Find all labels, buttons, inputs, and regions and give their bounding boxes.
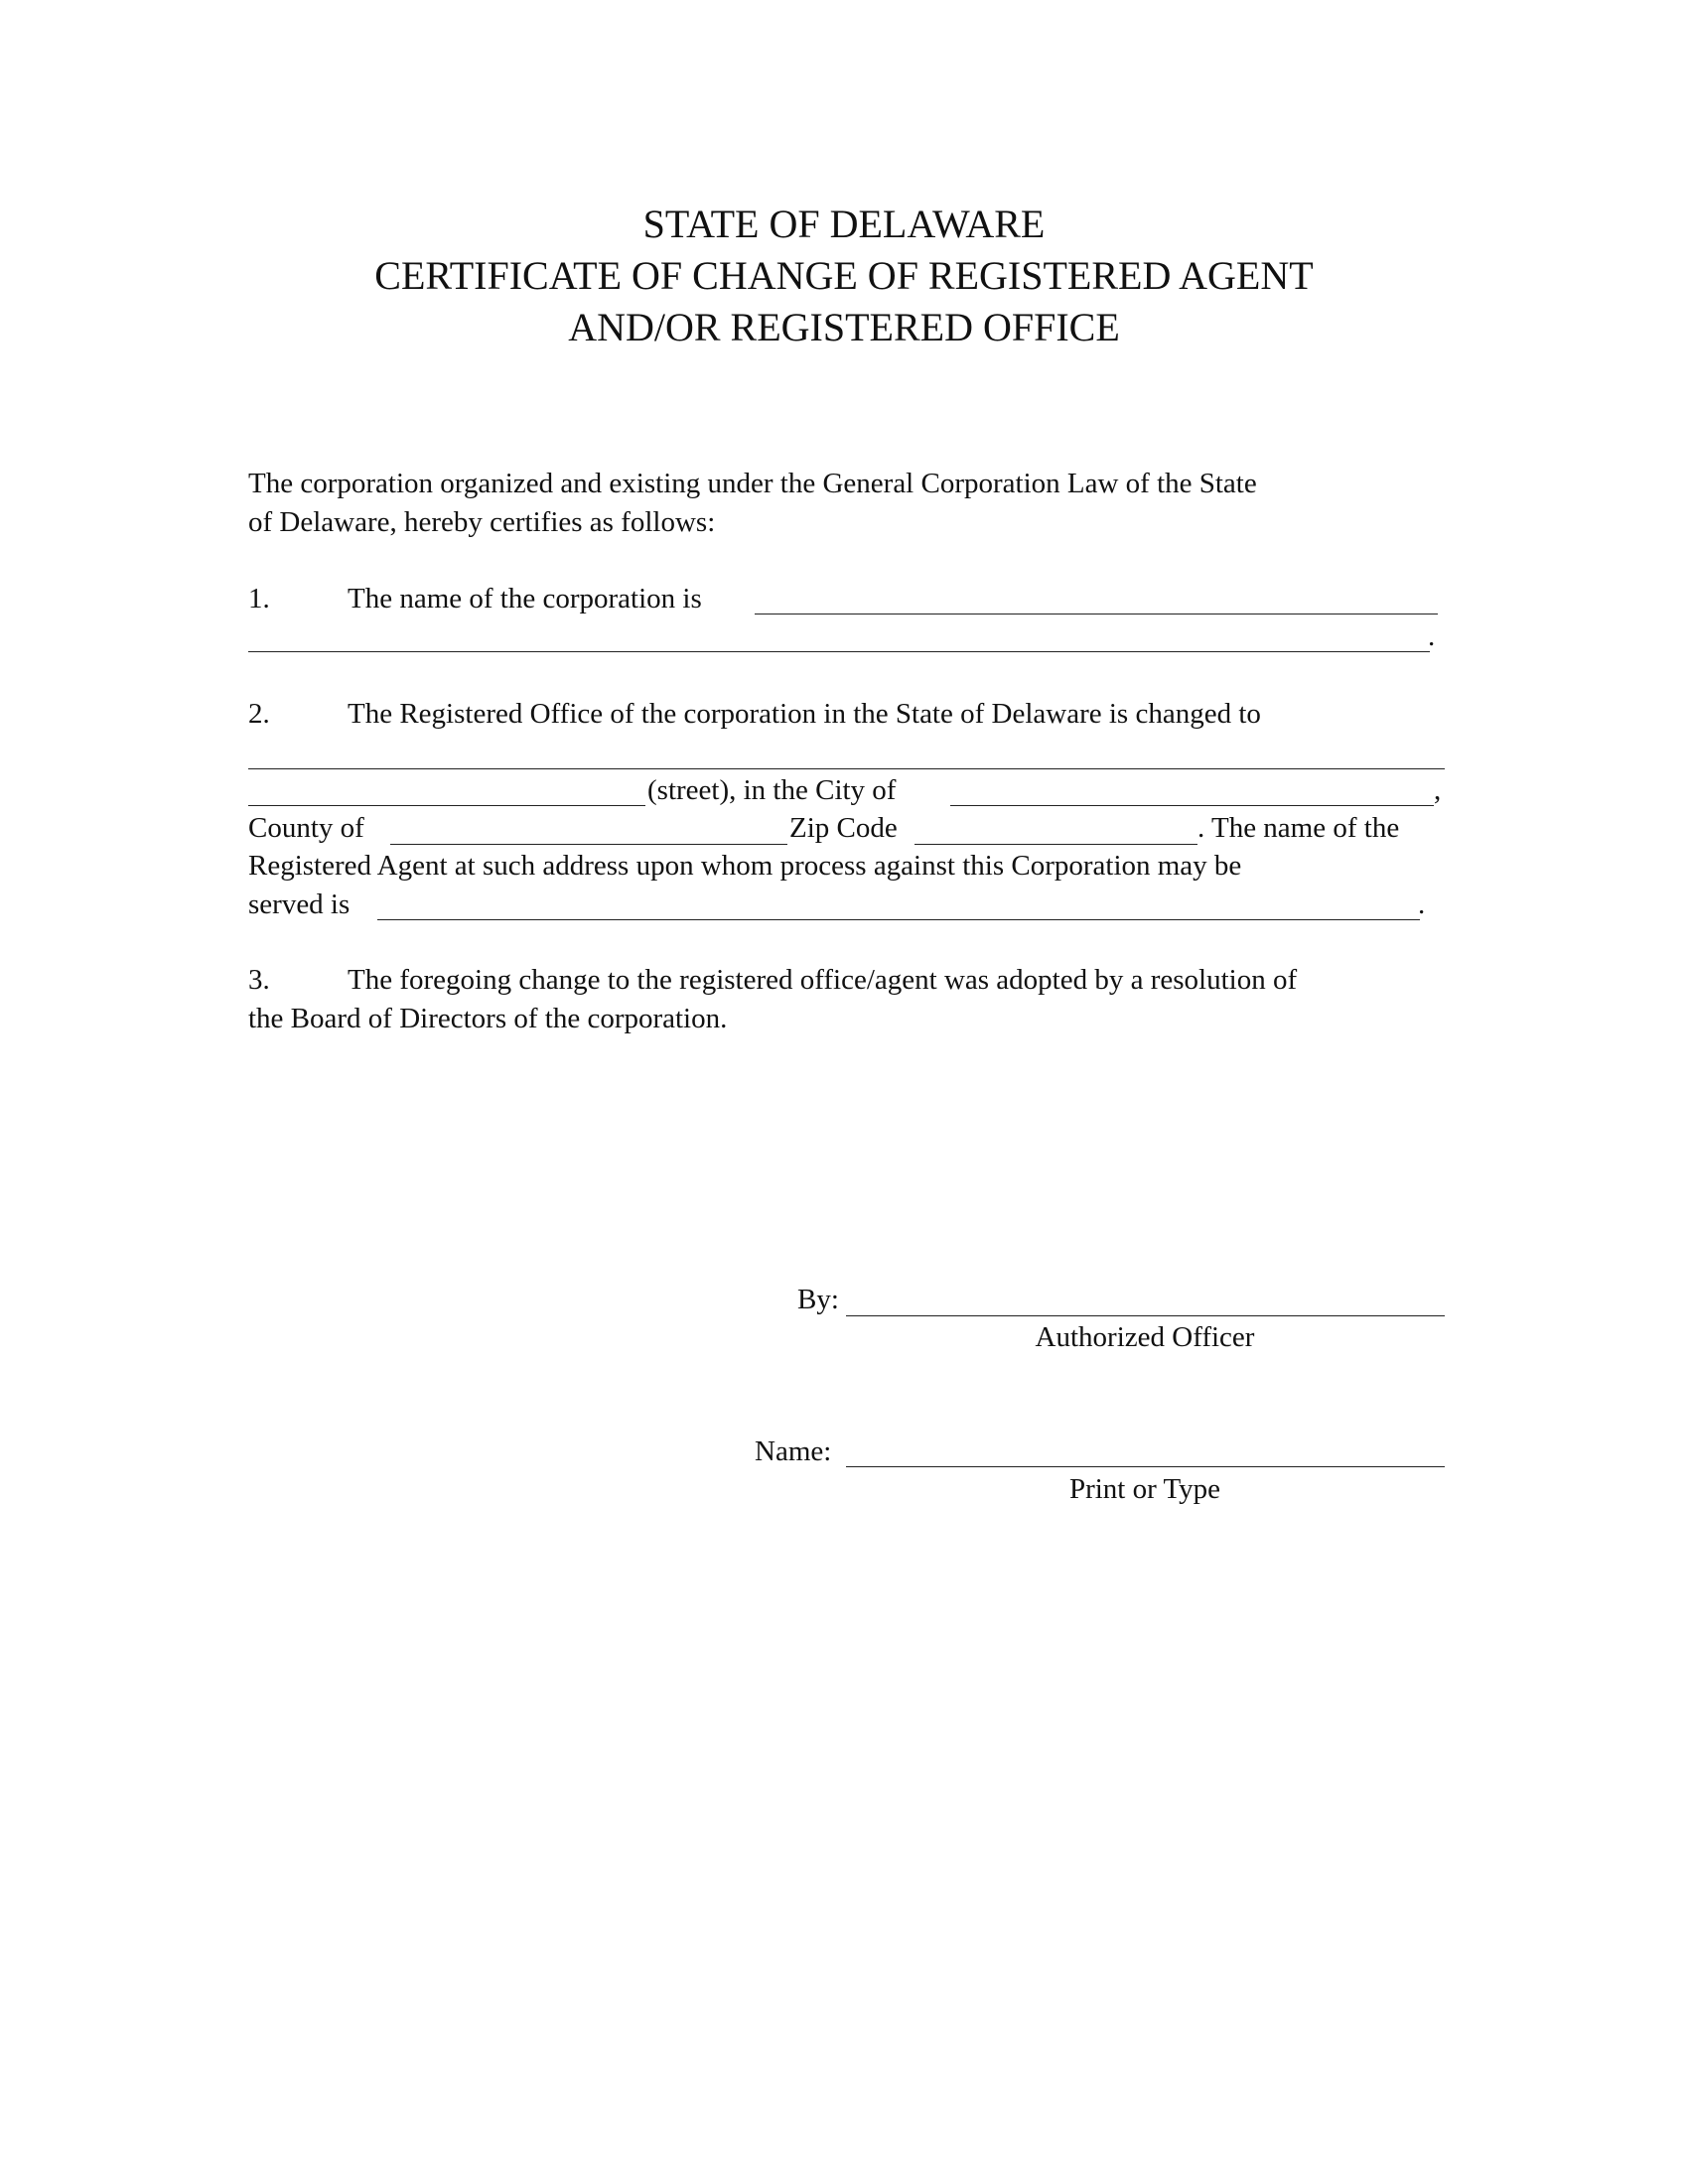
agent-text-start: . The name of the xyxy=(1197,812,1400,844)
item-3-text-line-1: The foregoing change to the registered office/agent was adopted by a resolution of xyxy=(348,964,1298,996)
item-2-number: 2. xyxy=(248,698,270,730)
county-field[interactable] xyxy=(390,844,787,845)
item-3-number: 3. xyxy=(248,964,270,996)
item-2-period: . xyxy=(1418,888,1426,920)
item-3-text-line-2: the Board of Directors of the corporation. xyxy=(248,1003,728,1034)
street-field-line-2[interactable] xyxy=(248,805,645,806)
item-1-number: 1. xyxy=(248,583,270,614)
registered-agent-name-field[interactable] xyxy=(377,919,1420,920)
intro-line-2: of Delaware, hereby certifies as follows: xyxy=(248,506,716,538)
item-1-period: . xyxy=(1428,620,1436,652)
county-label: County of xyxy=(248,812,364,844)
street-field-line-1[interactable] xyxy=(248,768,1445,769)
title-line-3: AND/OR REGISTERED OFFICE xyxy=(568,305,1120,349)
intro-line-1: The corporation organized and existing under the General Corporation Law of the State xyxy=(248,468,1257,499)
item-2-text: The Registered Office of the corporation in the State of Delaware is changed to xyxy=(348,698,1261,730)
print-or-type-caption: Print or Type xyxy=(1068,1473,1221,1505)
authorized-officer-caption: Authorized Officer xyxy=(1035,1321,1255,1353)
signature-field[interactable] xyxy=(846,1315,1445,1316)
document-title xyxy=(0,199,1688,353)
agent-text-line-2: Registered Agent at such address upon whom process against this Corporation may be xyxy=(248,850,1242,882)
corporation-name-field-line-2[interactable] xyxy=(248,651,1430,652)
city-field[interactable] xyxy=(950,805,1434,806)
city-comma: , xyxy=(1434,774,1442,806)
by-label: By: xyxy=(797,1284,839,1315)
zip-code-label: Zip Code xyxy=(789,812,898,844)
item-1-text: The name of the corporation is xyxy=(348,583,702,614)
served-is-label: served is xyxy=(248,888,351,920)
name-label: Name: xyxy=(755,1435,832,1467)
title-line-1: STATE OF DELAWARE xyxy=(642,202,1046,246)
street-label: (street), in the City of xyxy=(647,774,897,806)
title-line-2: CERTIFICATE OF CHANGE OF REGISTERED AGENT xyxy=(374,253,1314,298)
printed-name-field[interactable] xyxy=(846,1466,1445,1467)
zip-code-field[interactable] xyxy=(914,844,1197,845)
